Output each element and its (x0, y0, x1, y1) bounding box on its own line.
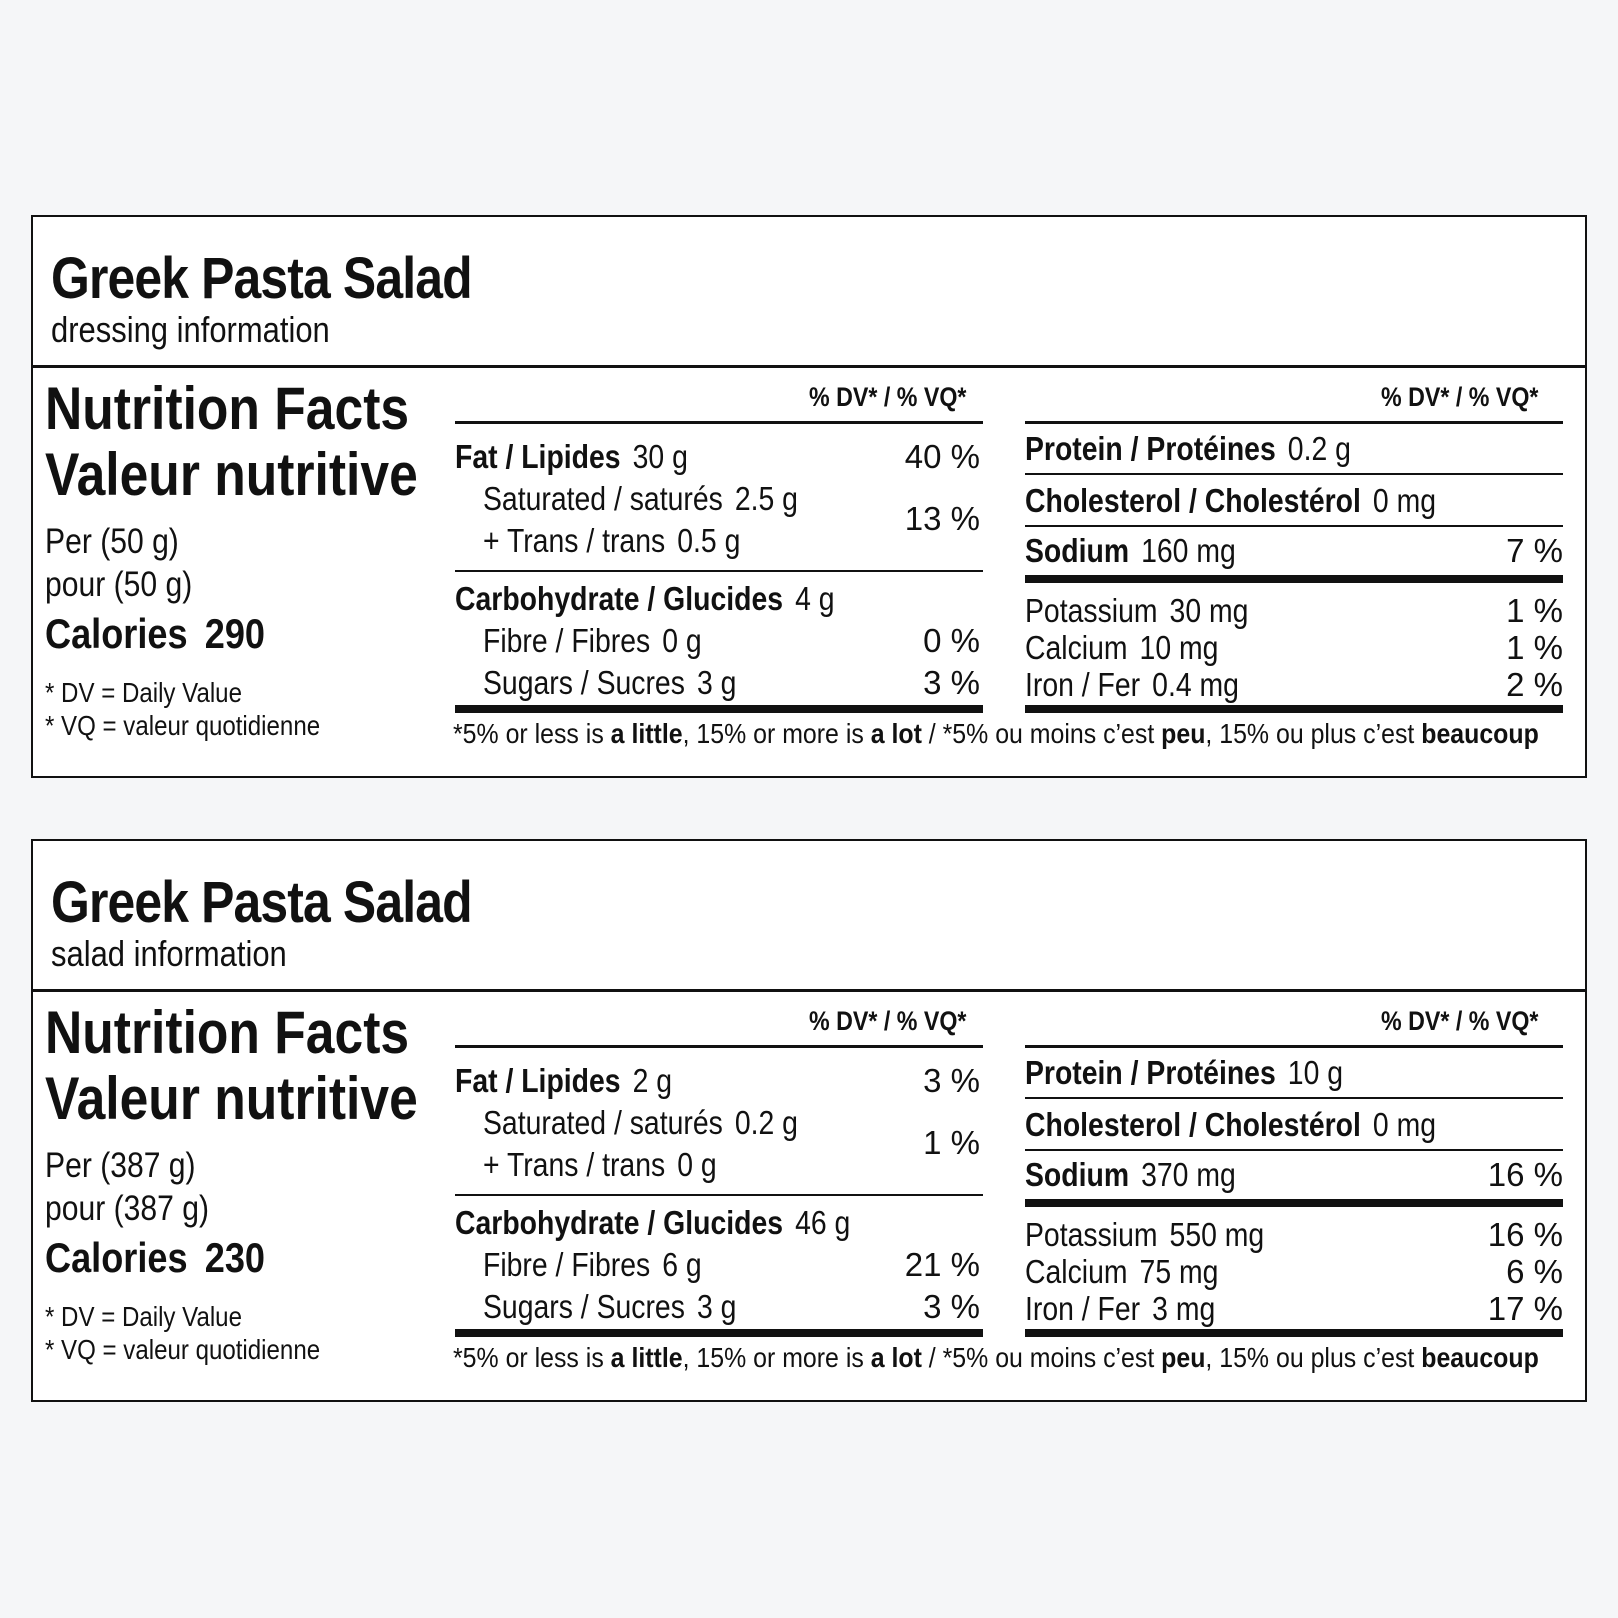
product-subtitle: salad information (51, 933, 287, 974)
label-title-box (33, 841, 1585, 992)
dv-header-right: % DV* / % VQ* (1381, 1006, 1539, 1036)
divider (1025, 525, 1563, 527)
dv-footnote: * DV = Daily Value * VQ = valeur quotidienne (45, 1301, 321, 1365)
percent-dv-note: *5% or less is a little, 15% or more is a lot / *5% ou moins c’est peu, 15% ou plus c’est beaucoup (453, 718, 1539, 749)
potassium-pct: 16 % (1487, 1216, 1563, 1253)
potassium-row: Potassium 550 mg (1025, 1216, 1265, 1253)
thick-divider (1025, 575, 1563, 583)
sodium-pct: 16 % (1487, 1156, 1563, 1193)
protein-row: Protein / Protéines 10 g (1025, 1054, 1344, 1091)
potassium-row: Potassium 30 mg (1025, 592, 1249, 629)
protein-row: Protein / Protéines 0.2 g (1025, 430, 1351, 467)
iron-row: Iron / Fer 3 mg (1025, 1290, 1216, 1327)
sugars-row: Sugars / Sucres 3 g (483, 664, 737, 701)
divider (1025, 421, 1563, 424)
divider (455, 570, 983, 572)
sat-trans-pct: 13 % (904, 500, 980, 537)
divider (455, 1194, 983, 1196)
saturated-row: Saturated / saturés 0.2 g (483, 1104, 798, 1141)
trans-row: + Trans / trans 0.5 g (483, 522, 741, 559)
nutrition-table (33, 992, 1585, 1397)
sugars-pct: 3 % (923, 664, 980, 701)
thick-divider (455, 705, 983, 713)
calcium-row: Calcium 75 mg (1025, 1253, 1219, 1290)
serving-size: Per (50 g) pour (50 g) (45, 522, 193, 604)
thick-divider (1025, 1329, 1563, 1337)
calories: Calories 230 (45, 1234, 266, 1281)
nutrition-table (33, 368, 1585, 773)
label-title-box (33, 217, 1585, 368)
calcium-row: Calcium 10 mg (1025, 629, 1219, 666)
sodium-row: Sodium 370 mg (1025, 1156, 1236, 1193)
nutrition-heading: Nutrition Facts Valeur nutritive (45, 375, 418, 508)
thick-divider (1025, 705, 1563, 713)
nutrition-heading: Nutrition Facts Valeur nutritive (45, 999, 418, 1132)
iron-row: Iron / Fer 0.4 mg (1025, 666, 1239, 703)
fibre-row: Fibre / Fibres 6 g (483, 1246, 702, 1283)
percent-dv-note: *5% or less is a little, 15% or more is a lot / *5% ou moins c’est peu, 15% ou plus c’est beaucoup (453, 1342, 1539, 1373)
calcium-pct: 1 % (1506, 629, 1563, 666)
product-title: Greek Pasta Salad (51, 870, 472, 935)
thick-divider (1025, 1199, 1563, 1207)
divider (1025, 1097, 1563, 1099)
saturated-row: Saturated / saturés 2.5 g (483, 480, 798, 517)
potassium-pct: 1 % (1506, 592, 1563, 629)
fibre-pct: 21 % (904, 1246, 980, 1283)
fat-row: Fat / Lipides 30 g (455, 438, 688, 475)
iron-pct: 17 % (1487, 1290, 1563, 1327)
calories: Calories 290 (45, 610, 266, 657)
cholesterol-row: Cholesterol / Cholestérol 0 mg (1025, 482, 1437, 519)
dv-footnote: * DV = Daily Value * VQ = valeur quotidienne (45, 677, 321, 741)
trans-row: + Trans / trans 0 g (483, 1146, 717, 1183)
dv-header-right: % DV* / % VQ* (1381, 382, 1539, 412)
iron-pct: 2 % (1506, 666, 1563, 703)
fibre-pct: 0 % (923, 622, 980, 659)
sugars-row: Sugars / Sucres 3 g (483, 1288, 737, 1325)
carbohydrate-row: Carbohydrate / Glucides 46 g (455, 1204, 851, 1241)
fat-pct: 40 % (904, 438, 980, 475)
divider (455, 421, 983, 424)
calcium-pct: 6 % (1506, 1253, 1563, 1290)
fibre-row: Fibre / Fibres 0 g (483, 622, 702, 659)
sodium-row: Sodium 160 mg (1025, 532, 1236, 569)
product-title: Greek Pasta Salad (51, 246, 472, 311)
fat-pct: 3 % (923, 1062, 980, 1099)
serving-size: Per (387 g) pour (387 g) (45, 1146, 209, 1228)
thick-divider (455, 1329, 983, 1337)
divider (1025, 1149, 1563, 1151)
dv-header-left: % DV* / % VQ* (809, 1006, 967, 1036)
nutrition-label-salad (31, 839, 1587, 1402)
product-subtitle: dressing information (51, 309, 330, 350)
sodium-pct: 7 % (1506, 532, 1563, 569)
dv-header-left: % DV* / % VQ* (809, 382, 967, 412)
divider (455, 1045, 983, 1048)
sugars-pct: 3 % (923, 1288, 980, 1325)
carbohydrate-row: Carbohydrate / Glucides 4 g (455, 580, 835, 617)
cholesterol-row: Cholesterol / Cholestérol 0 mg (1025, 1106, 1437, 1143)
divider (1025, 473, 1563, 475)
sat-trans-pct: 1 % (923, 1124, 980, 1161)
nutrition-label-dressing (31, 215, 1587, 778)
divider (1025, 1045, 1563, 1048)
fat-row: Fat / Lipides 2 g (455, 1062, 673, 1099)
